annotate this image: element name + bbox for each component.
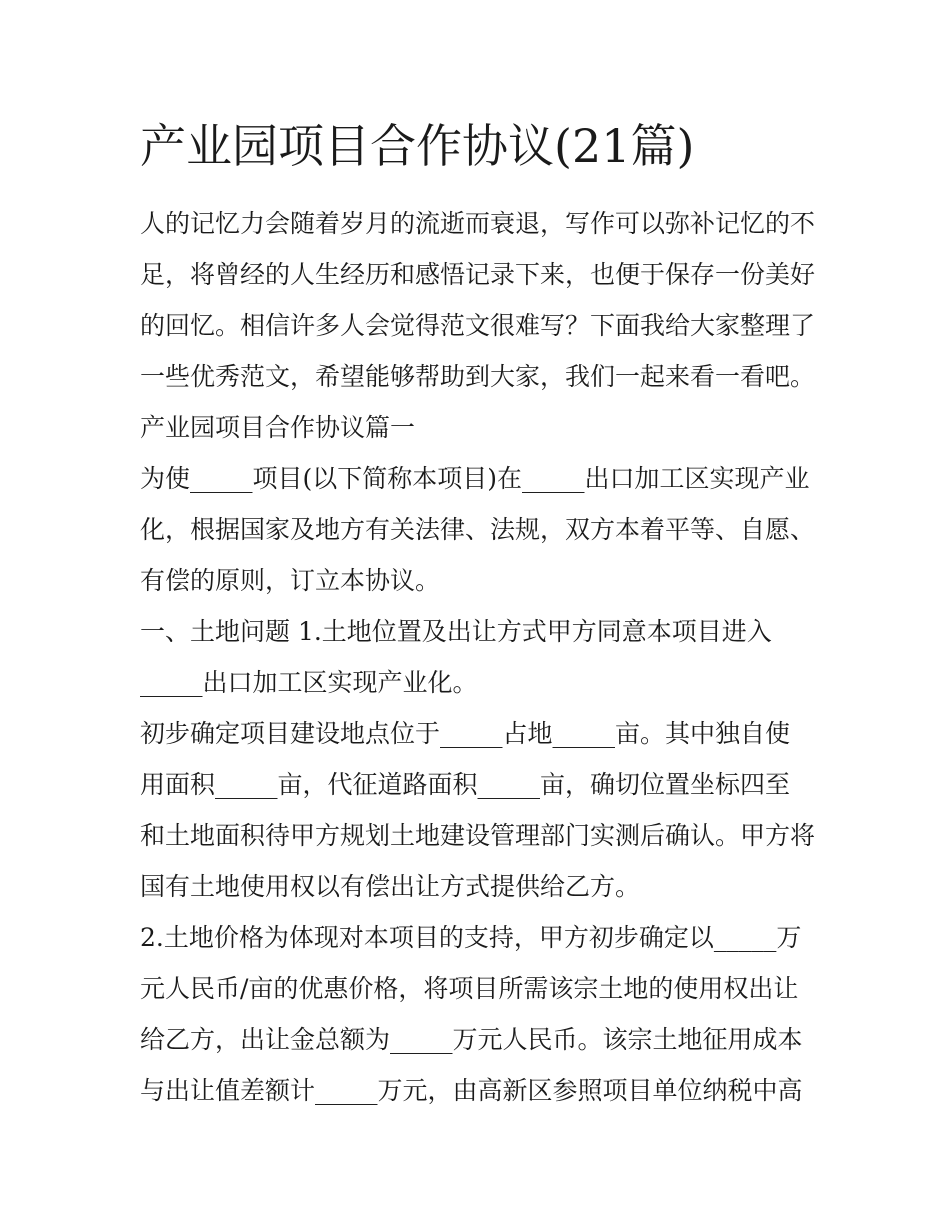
body-line: 一些优秀范文，希望能够帮助到大家，我们一起来看一看吧。 — [140, 362, 816, 391]
body-line: 为使_____项目(以下简称本项目)在_____出口加工区实现产业 — [140, 464, 810, 493]
body-line: 元人民币/亩的优惠价格，将项目所需该宗土地的使用权出让 — [140, 974, 799, 1003]
body-line: 和土地面积待甲方规划土地建设管理部门实测后确认。甲方将 — [140, 821, 816, 850]
body-line: 初步确定项目建设地点位于_____占地_____亩。其中独自使 — [140, 719, 791, 748]
body-line: 的回忆。相信许多人会觉得范文很难写？下面我给大家整理了 — [140, 311, 816, 340]
body-line: 人的记忆力会随着岁月的流逝而衰退，写作可以弥补记忆的不 — [140, 209, 816, 238]
body-line: 化，根据国家及地方有关法律、法规，双方本着平等、自愿、 — [140, 515, 816, 544]
body-line: 有偿的原则，订立本协议。 — [140, 566, 441, 595]
document-body — [140, 198, 820, 1116]
body-line: 与出让值差额计_____万元，由高新区参照项目单位纳税中高 — [140, 1076, 803, 1105]
body-line: 用面积_____亩，代征道路面积_____亩，确切位置坐标四至 — [140, 770, 791, 799]
body-line: 一、土地问题 1.土地位置及出让方式甲方同意本项目进入 — [140, 617, 772, 646]
document-title: 产业园项目合作协议(21篇) — [140, 119, 695, 173]
section-heading: 产业园项目合作协议篇一 — [140, 413, 416, 442]
body-line: 2.土地价格为体现对本项目的支持，甲方初步确定以_____万 — [140, 923, 802, 952]
body-line: 足，将曾经的人生经历和感悟记录下来，也便于保存一份美好 — [140, 260, 816, 289]
body-line: 国有土地使用权以有偿出让方式提供给乙方。 — [140, 872, 641, 901]
body-line: _____出口加工区实现产业化。 — [140, 668, 478, 697]
body-line: 给乙方，出让金总额为_____万元人民币。该宗土地征用成本 — [140, 1025, 803, 1054]
